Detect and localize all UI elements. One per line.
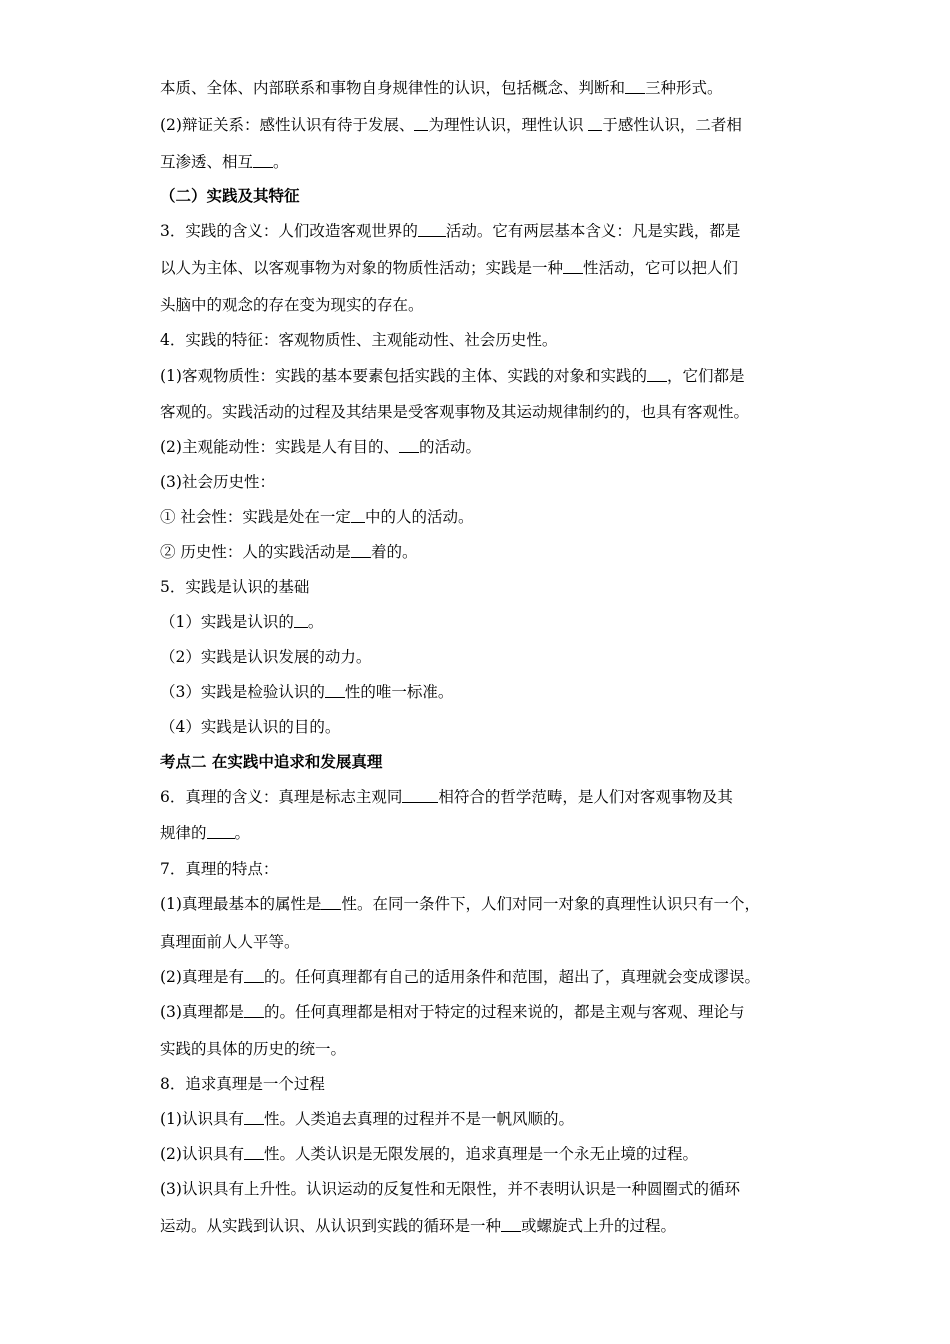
fill-blank <box>244 1145 264 1160</box>
section-heading: （二）实践及其特征 <box>160 186 300 205</box>
text-line: ① 社会性：实践是处在一定 中的人的活动。 <box>160 508 474 526</box>
text-line: 互渗透、相互 。 <box>160 153 289 171</box>
fill-blank <box>625 79 645 94</box>
fill-blank <box>399 438 419 453</box>
text-line: 以人为主体、以客观事物为对象的物质性活动；实践是一种 性活动，它可以把人们 <box>160 259 739 277</box>
text-line: (2)真理是有 的。任何真理都有自己的适用条件和范围，超出了，真理就会变成谬误。 <box>160 968 760 986</box>
fill-blank <box>321 895 341 910</box>
text-line: 5．实践是认识的基础 <box>160 578 310 596</box>
text-line: 规律的 。 <box>160 824 251 842</box>
text-line: 3．实践的含义：人们改造客观世界的 活动。它有两层基本含义：凡是实践，都是 <box>160 222 741 240</box>
text-line: 真理面前人人平等。 <box>160 933 300 951</box>
fill-blank <box>294 613 308 628</box>
text-line: (2)辩证关系：感性认识有待于发展、 为理性认识，理性认识 于感性认识，二者相 <box>160 116 742 134</box>
fill-blank <box>207 824 235 839</box>
text-line: (2)认识具有 性。人类认识是无限发展的，追求真理是一个永无止境的过程。 <box>160 1145 698 1163</box>
fill-blank <box>253 153 273 168</box>
fill-blank <box>402 788 438 803</box>
fill-blank <box>647 367 667 382</box>
text-line: 客观的。实践活动的过程及其结果是受客观事物及其运动规律制约的，也具有客观性。 <box>160 403 750 421</box>
text-line: (3)社会历史性： <box>160 473 275 491</box>
text-line: 实践的具体的历史的统一。 <box>160 1040 347 1058</box>
fill-blank <box>351 508 365 523</box>
text-line: 6．真理的含义：真理是标志主观同 相符合的哲学范畴，是人们对客观事物及其 <box>160 788 733 806</box>
fill-blank <box>244 968 264 983</box>
text-line: 运动。从实践到认识、从认识到实践的循环是一种 或螺旋式上升的过程。 <box>160 1217 677 1235</box>
fill-blank <box>563 259 583 274</box>
text-line: 4．实践的特征：客观物质性、主观能动性、社会历史性。 <box>160 331 558 349</box>
text-line: (2)主观能动性：实践是人有目的、 的活动。 <box>160 438 481 456</box>
text-line: 本质、全体、内部联系和事物自身规律性的认识，包括概念、判断和 三种形式。 <box>160 79 723 97</box>
text-line: 8．追求真理是一个过程 <box>160 1075 325 1093</box>
section-heading: 考点二 在实践中追求和发展真理 <box>160 752 383 771</box>
text-line: ② 历史性：人的实践活动是 着的。 <box>160 543 418 561</box>
fill-blank <box>414 116 428 131</box>
text-line: (3)认识具有上升性。认识运动的反复性和无限性，并不表明认识是一种圆圈式的循环 <box>160 1180 740 1198</box>
text-line: (1)真理最基本的属性是 性。在同一条件下，人们对同一对象的真理性认识只有一个， <box>160 895 760 913</box>
fill-blank <box>588 116 602 131</box>
text-line: 7．真理的特点： <box>160 860 279 878</box>
text-line: （3）实践是检验认识的 性的唯一标准。 <box>160 683 454 701</box>
text-line: (1)认识具有 性。人类追去真理的过程并不是一帆风顺的。 <box>160 1110 574 1128</box>
text-line: （2）实践是认识发展的动力。 <box>160 648 372 666</box>
fill-blank <box>244 1003 264 1018</box>
fill-blank <box>351 543 371 558</box>
fill-blank <box>501 1217 521 1232</box>
fill-blank <box>418 222 446 237</box>
fill-blank <box>325 683 345 698</box>
text-line: (3)真理都是 的。任何真理都是相对于特定的过程来说的，都是主观与客观、理论与 <box>160 1003 745 1021</box>
fill-blank <box>244 1110 264 1125</box>
text-line: （4）实践是认识的目的。 <box>160 718 341 736</box>
text-line: 头脑中的观念的存在变为现实的存在。 <box>160 296 424 314</box>
text-line: (1)客观物质性：实践的基本要素包括实践的主体、实践的对象和实践的 ，它们都是 <box>160 367 745 385</box>
text-line: （1）实践是认识的 。 <box>160 613 324 631</box>
